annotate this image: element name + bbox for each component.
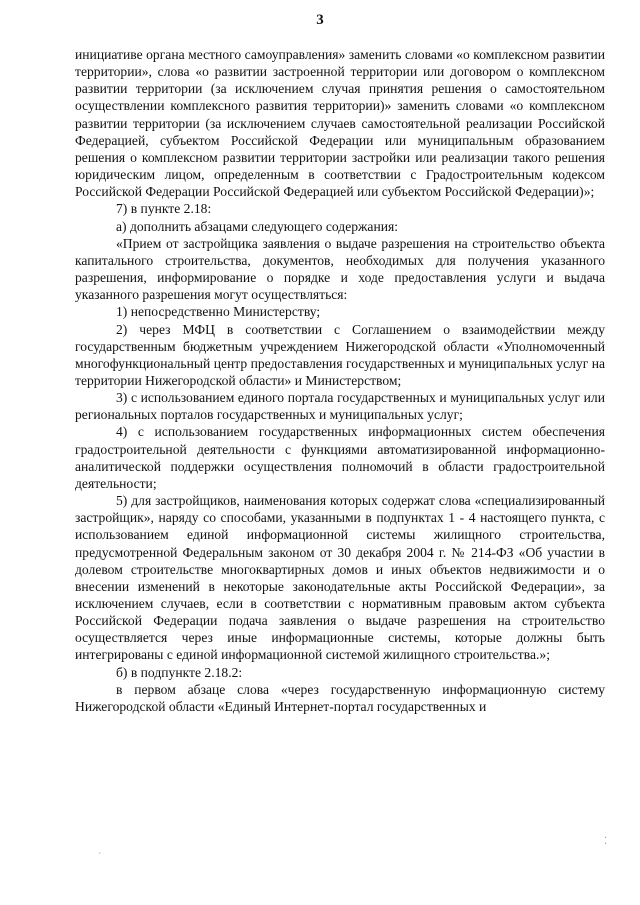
paragraph: 3) с использованием единого портала государственных и муниципальных услуг или региональных порталов государственных и муниципальных услуг;: [75, 390, 605, 423]
paragraph: инициативе органа местного самоуправления» заменить словами «о комплексном развитии территории», слова «о развитии застроенной территории или договором о комплексном развитии территории (за исключением случая принятия решения о самостоятельном осуществлении комплексного развития территории)» заменить словами «о комплексном развитии территории (за исключением случаев самостоятельной реализации Российской Федерацией, субъектом Российской Федерации или муниципальным образованием решения о комплексном развитии территории застройки или реализации такого решения юридическим лицом, определенным в соответствии с Градостроительным кодексом Российской Федерации Российской Федерацией или субъектом Российской Федерации)»;: [75, 47, 605, 200]
page-number: 3: [316, 12, 324, 28]
paragraph: 2) через МФЦ в соответствии с Соглашением о взаимодействии между государственным бюджетным учреждением Нижегородской области «Уполномоченный многофункциональный центр предоставления государственных и муниципальных услуг на территории Нижегородской области» и Министерством;: [75, 321, 606, 388]
paragraph: 5) для застройщиков, наименования которых содержат слова «специализированный застройщик», наряду со способами, указанными в подпунктах 1 - 4 настоящего пункта, с использованием единой информационной системы жилищного строительства, предусмотренной Федеральным законом от 30 декабря 2004 г. № 214-ФЗ «Об участии в долевом строительстве многоквартирных домов и иных объектов недвижимости и о внесении изменений в некоторые законодательные акты Российской Федерации», за исключением случаев, если в соответствии с нормативным правовым актом субъекта Российской Федерации подача заявления о выдаче разрешения на строительство осуществляется через иные информационные системы, которые должны быть интегрированы с единой информационной системой жилищного строительства.»;: [75, 493, 605, 663]
paragraph: «Прием от застройщика заявления о выдаче разрешения на строительство объекта капитального строительства, документов, необходимых для получения указанного разрешения, информирование о порядке и ходе предоставления услуги и выдача указанного разрешения могут осуществляться:: [75, 235, 605, 303]
paragraph: 1) непосредственно Министерству;: [116, 304, 321, 320]
paragraph: 4) с использованием государственных информационных систем обеспечения градостроительной деятельности с функциями автоматизированной информационно-аналитической поддержки осуществления полномочий в области градостроительной деятельности;: [75, 424, 605, 491]
document-body: [75, 46, 605, 715]
scan-speck: ˊ: [98, 852, 102, 863]
paragraph: а) дополнить абзацами следующего содержания:: [116, 218, 399, 234]
paragraph: в первом абзаце слова «через государственную информационную систему Нижегородской области «Единый Интернет-портал государственных и: [75, 681, 605, 714]
paragraph: 7) в пункте 2.18:: [116, 201, 212, 217]
scan-speck: ⁚: [604, 836, 608, 847]
paragraph: б) в подпункте 2.18.2:: [116, 664, 243, 680]
